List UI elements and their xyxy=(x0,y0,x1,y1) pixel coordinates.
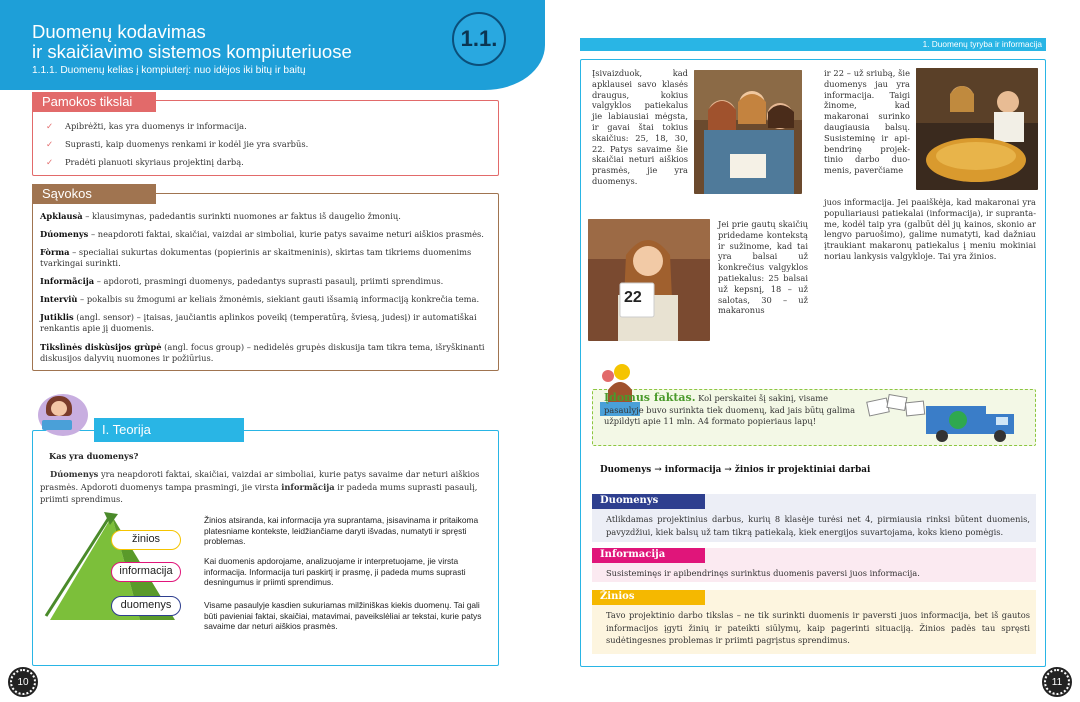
goals-title: Pamokos tikslai xyxy=(32,92,156,112)
page-number-left: 10 xyxy=(10,669,36,695)
section-duomenys-text: Atlikdamas projektinius darbus, kurių 8 klasėje turėsi net 4, pirmiausia rinksi būtent duomenis, pavyzdžiui, kiek balsų už tam tikrą patiekalą, kiek energijos suvartojama, koks kieno pomėgis. xyxy=(606,514,1030,537)
concept-item: Fòrma – specialiai sukurtas dokumentas (popierinis ar skaitmeninis), skirtas tam tikriems duomenims tvarkingai surinkti. xyxy=(40,247,472,268)
check-icon: ✓ xyxy=(46,139,53,149)
pyramid-level-duomenys: duomenys xyxy=(111,596,181,616)
concept-item: Tikslìnės diskùsijos grùpė (angl. focus group) – nedidelės grupės diskusija tam tikra tema, išryškinanti diskusijos dalyvių nuomones ir požiūrius. xyxy=(40,342,485,363)
goal-item: ✓ Apibrėžti, kas yra duomenys ir informacija. xyxy=(46,121,247,131)
pyramid-level-zinios: žinios xyxy=(111,530,181,550)
context-text: Jei prie gautų skaičių pridedame kontekstą ir sužinome, kad tai yra balsai už konkrečius valgyklos patiekalus: 25 balsai už kepsnį, 18 – už salotas, 30 – už makaronus xyxy=(718,219,808,316)
flow-heading: Duomenys → informacija → žinios ir projektiniai darbai xyxy=(600,465,871,475)
section-duomenys xyxy=(592,494,1036,542)
section-informacija-title: Informacija xyxy=(592,548,705,563)
data-truck-icon xyxy=(866,392,1026,444)
sign-number: 22 xyxy=(624,289,642,306)
concept-item: Dúomenys – neapdoroti faktai, skaičiai, vaizdai ar simboliai, kurie patys savaime neturi aiškios prasmės. xyxy=(40,229,484,239)
intro-text: Įsivaizduok, kad apklausei savo klasės draugus, kokius valgyklos patiekalus jie labiausiai mėgsta, ir gavai štai tokius skaičius: 25, 18, 30, 22. Patys savaime šie skaičiai neturi aiškios prasmės, jie yra duomenys. xyxy=(592,68,688,186)
concepts-title: Sąvokos xyxy=(32,184,156,204)
concept-item: Apklausà – klausimynas, padedantis surinkti nuomones ar faktus iš daugelio žmonių. xyxy=(40,211,401,221)
check-icon: ✓ xyxy=(46,157,53,167)
knowledge-example-text: juos informacija. Jei paaiškėja, kad makaronai yra populiariausi patiekalai (informacija), ir suprantame, kodėl taip yra (galbūt dėl jų kainos, skonio ar lengvo paruošimo), galime numatyti, kad dažniau įtraukiant makaronų patiekalus į meniu mokiniai noriau lankysis valgykloje. Tai yra žinios. xyxy=(824,197,1036,261)
check-icon: ✓ xyxy=(46,121,53,131)
section-informacija-text: Susisteminęs ir apibendrinęs surinktus duomenis paversi juos informacija. xyxy=(606,568,920,578)
girl-with-sign-photo xyxy=(588,219,710,341)
section-zinios-title: Žinios xyxy=(592,590,705,605)
section-zinios xyxy=(592,590,1036,654)
information-example-text: ir 22 – už sriubą, šie duomenys jau yra informacija. Taigi žinome, kad makaronai surinko daugiausia balsų. Susisteminę ir apibendrinę projektinio darbo duomenis, paverčiame xyxy=(824,68,910,176)
section-zinios-text: Tavo projektinio darbo tikslas – ne tik surinkti duomenis ir paversti juos informacija, bet iš gautos informacijos įgyti žinių ir pateikti siūlymų, kaip pagerinti situaciją. Žinios padės tau spręsti sudėtingesnes problemas ir priimti pagrįstus sprendimus. xyxy=(606,610,1030,645)
section-subtitle: 1.1.1. Duomenų kelias į kompiuterį: nuo idėjos iki bitų ir baitų xyxy=(32,65,306,76)
data-text: Visame pasaulyje kasdien sukuriamas milžiniškas kiekis duomenų. Tai gali būti pavieniai faktai, skaičiai, matavimai, paveikslėliai ar tekstai, kurie patys savaime dar neturi aiškios prasmės. xyxy=(204,600,482,632)
concept-item: Jutiklis (angl. sensor) – įtaisas, jaučiantis aplinkos poveikį (temperatūrą, šviesą, judesį) ir automatiškai renkantis apie jį duomenis. xyxy=(40,312,477,333)
fun-fact-text: Įdomus faktas. Kol perskaitei šį sakinį, visame pasaulyje buvo surinkta tiek duomenų, kad jais būtų galima užpildyti apie 11 mln. A4 formato popieriaus lapų! xyxy=(604,391,856,427)
information-text: Kai duomenis apdorojame, analizuojame ir interpretuojame, jie virsta informacija. Informacija turi paskirtį ir prasmę, ji padeda mums suprasti desningumus ir priimti sprendimus. xyxy=(204,556,466,588)
theory-question: Kas yra duomenys? xyxy=(49,451,139,461)
theory-paragraph: Dúomenys yra neapdoroti faktai, skaičiai, vaizdai ar simboliai, kurie patys savaime dar neturi aiškios prasmės. Apdoroti duomenys tampa prasmingi, jie virsta informãcija ir padeda mums suprasti pasaulį, priimti sprendimus. xyxy=(40,469,480,504)
pyramid-level-informacija: informacija xyxy=(111,562,181,582)
section-header-bar: 1. Duomenų tyryba ir informacija xyxy=(580,38,1046,51)
section-duomenys-title: Duomenys xyxy=(592,494,705,509)
knowledge-text: Žinios atsiranda, kai informacija yra suprantama, įsisavinama ir pritaikoma platesniame kontekste, leidžiančiame daryti išvadas, numatyti ir spręsti problemas. xyxy=(204,515,479,547)
section-badge: 1.1. xyxy=(452,12,506,66)
page-number-right: 11 xyxy=(1044,669,1070,695)
theory-title: I. Teorija xyxy=(94,418,244,442)
goal-item: ✓ Pradėti planuoti skyriaus projektinį darbą. xyxy=(46,157,244,167)
chapter-title: Duomenų kodavimas ir skaičiavimo sistemos kompiuteriuose xyxy=(32,21,352,62)
pasta-photo xyxy=(916,68,1038,190)
concept-item: Interviù – pokalbis su žmogumi ar keliais žmonėmis, siekiant gauti išsamią informaciją konkrečia tema. xyxy=(40,294,480,304)
students-photo xyxy=(694,70,802,194)
book-icon xyxy=(42,420,72,430)
concept-item: Informãcija – apdoroti, prasmingi duomenys, padedantys suprasti pasaulį, priimti sprendimus. xyxy=(40,276,444,286)
section-informacija xyxy=(592,548,1036,582)
avatar-face xyxy=(51,401,67,416)
goal-item: ✓ Suprasti, kaip duomenys renkami ir kodėl jie yra svarbūs. xyxy=(46,139,309,149)
